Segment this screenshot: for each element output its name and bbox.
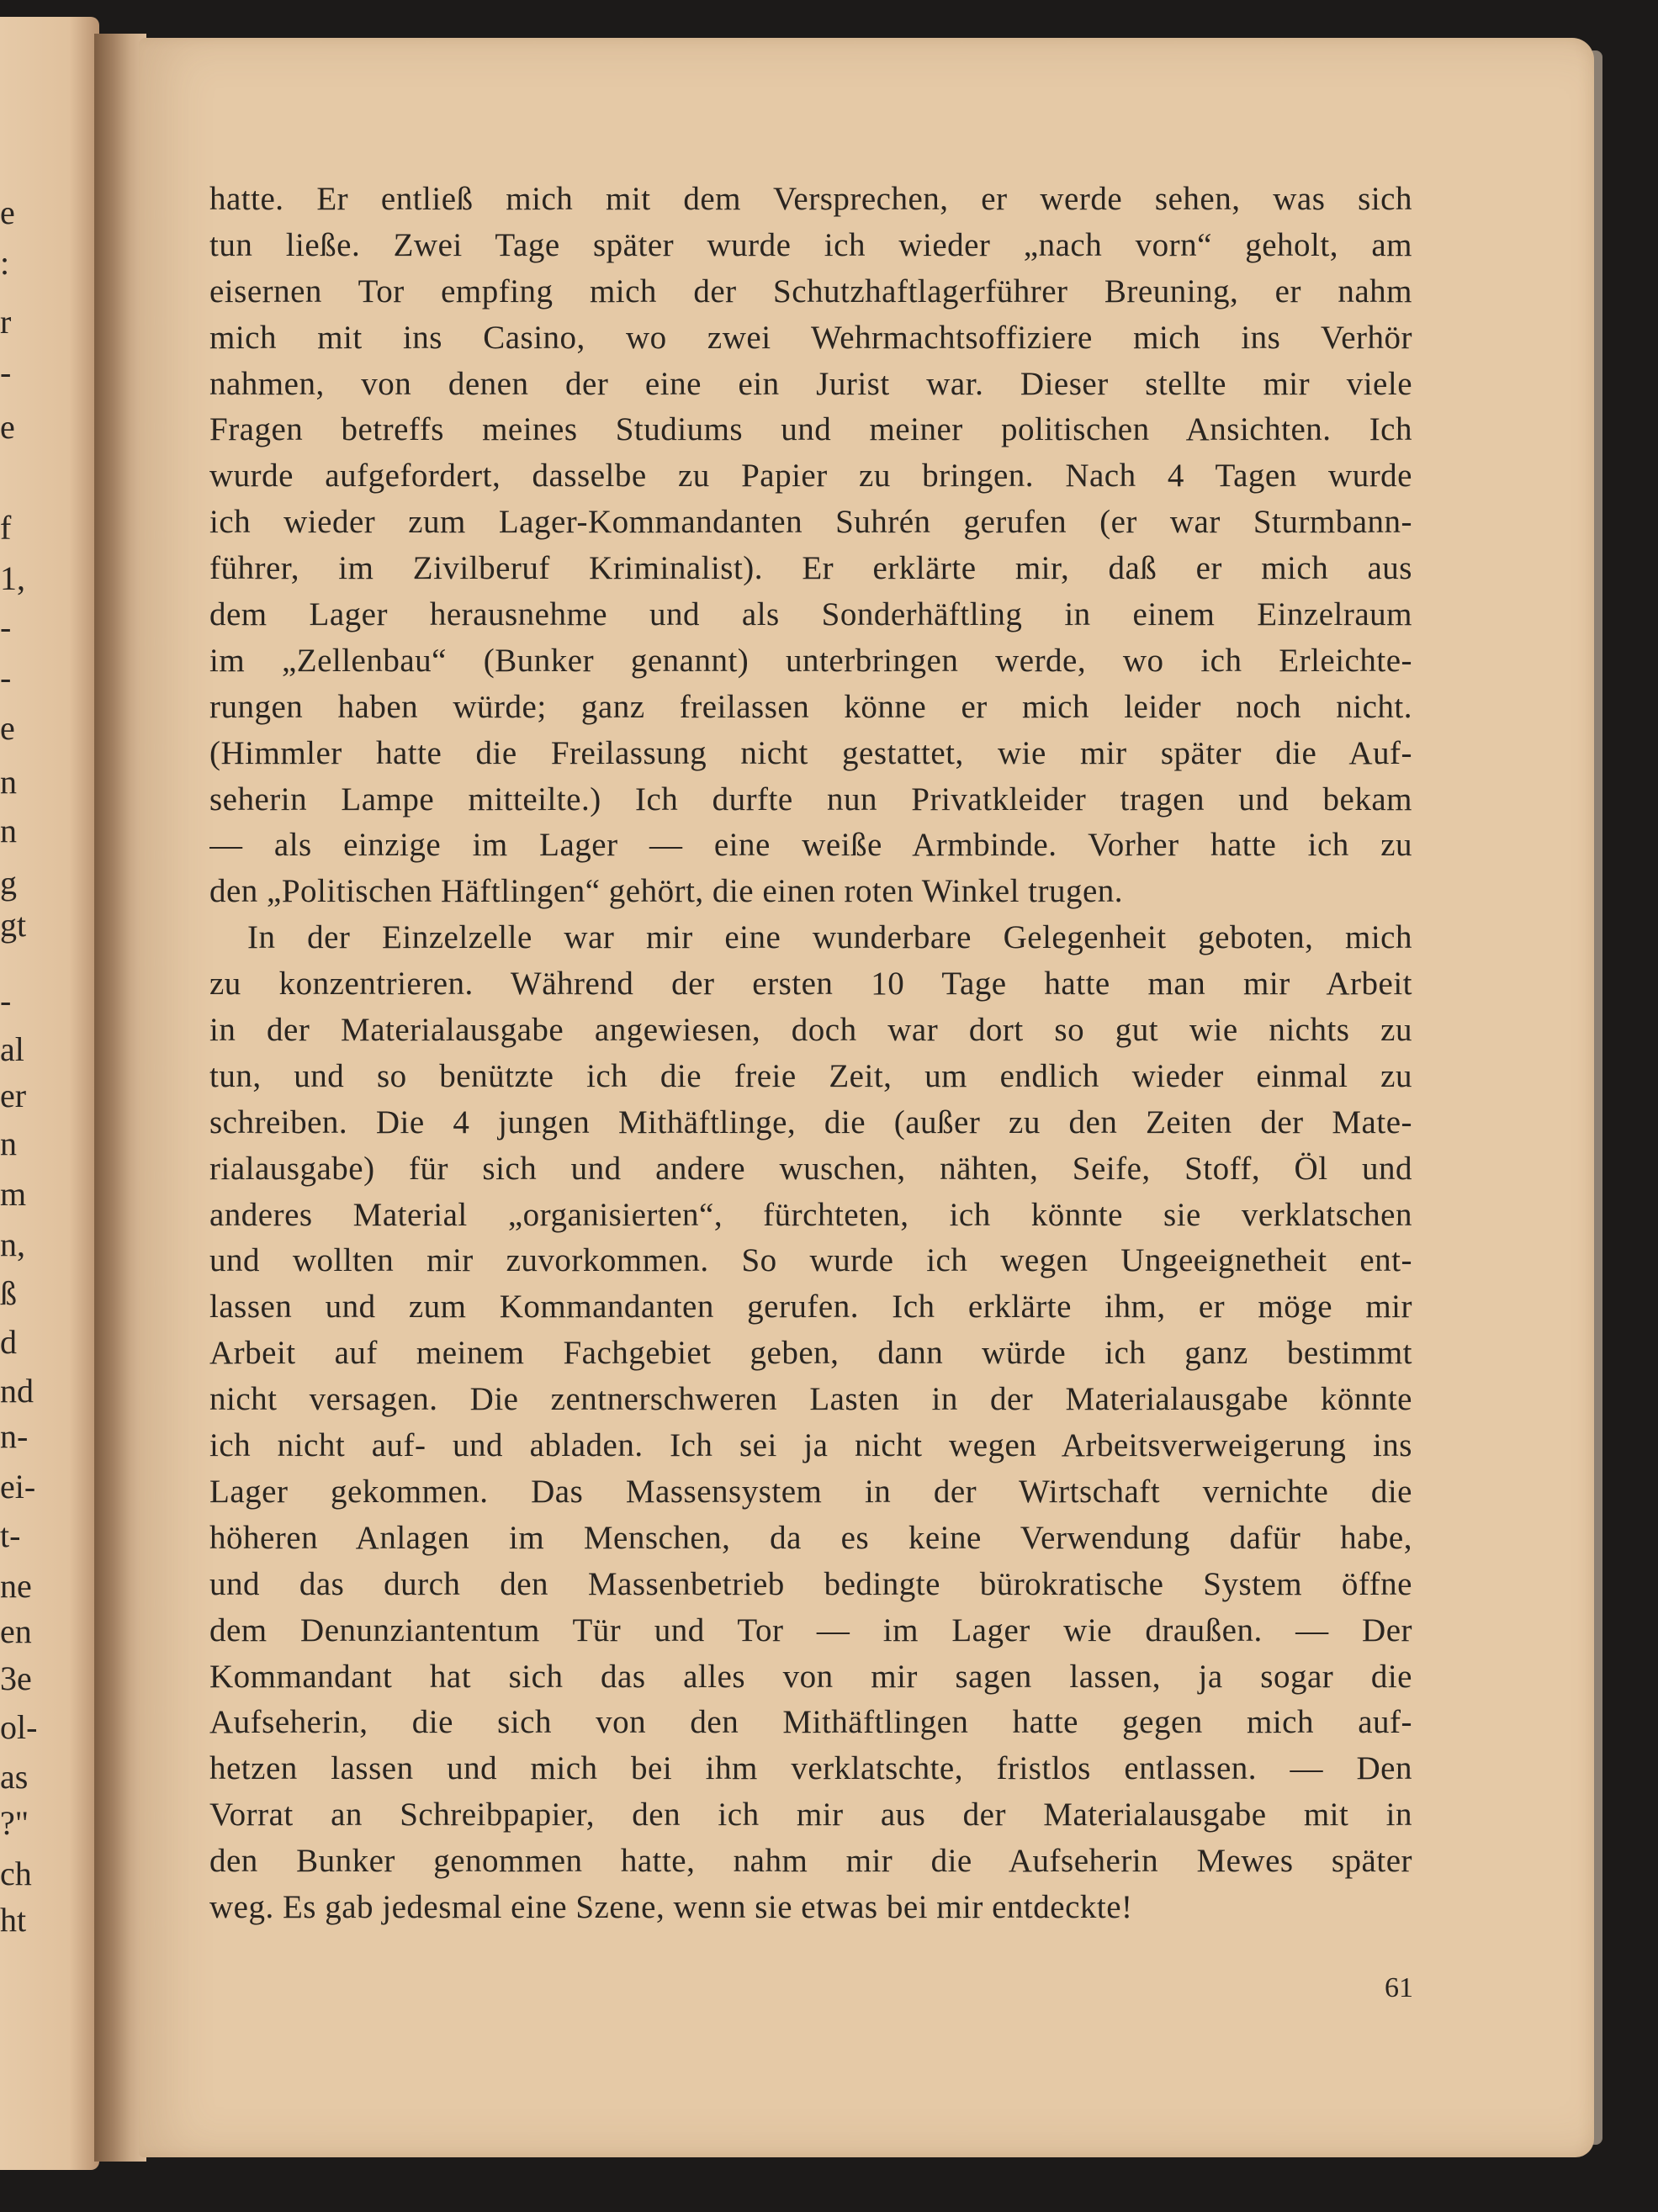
text-line: eisernen Tor empfing mich der Schutzhaftlagerführer Breuning, er nahm	[209, 273, 1412, 310]
text-line: Vorrat an Schreibpapier, den ich mir aus der Materialausgabe mit in	[209, 1797, 1412, 1834]
left-page-text-fragment: -	[0, 608, 12, 646]
text-line: rungen haben würde; ganz freilassen könne er mich leider noch nicht.	[209, 688, 1412, 725]
left-page-text-fragment: 1,	[0, 559, 25, 597]
left-page-text-fragment: as	[0, 1758, 29, 1796]
left-page-text-fragment: nd	[0, 1372, 34, 1410]
text-line: In der Einzelzelle war mir eine wunderbare Gelegenheit geboten, mich	[247, 919, 1412, 956]
text-line: dem Denunziantentum Tür und Tor — im Lager wie draußen. — Der	[209, 1611, 1412, 1648]
left-page-text-fragment: al	[0, 1030, 24, 1068]
left-page-text-fragment: er	[0, 1077, 27, 1114]
text-line: mich mit ins Casino, wo zwei Wehrmachtsoffiziere mich ins Verhör	[209, 319, 1412, 356]
left-page-text-fragment: ß	[0, 1274, 17, 1312]
left-page-text-fragment: e	[0, 709, 15, 747]
text-line: ich wieder zum Lager-Kommandanten Suhrén gerufen (er war Sturmbann-	[209, 504, 1412, 541]
left-page-text-fragment: n-	[0, 1417, 29, 1455]
text-line: anderes Material „organisierten“, fürchteten, ich könnte sie verklatschen	[209, 1196, 1412, 1233]
left-page-text-fragment: en	[0, 1612, 32, 1650]
left-page-text-fragment: gt	[0, 906, 27, 944]
text-line: zu konzentrieren. Während der ersten 10 Tage hatte man mir Arbeit	[209, 966, 1412, 1003]
left-page-text-fragment: t-	[0, 1516, 21, 1554]
left-page-text-fragment: ht	[0, 1901, 27, 1939]
text-line: dem Lager herausnehme und als Sonderhäftling in einem Einzelraum	[209, 596, 1412, 633]
paragraph-1	[209, 177, 1412, 915]
left-page-text-fragment: -	[0, 982, 12, 1019]
left-page-text-fragment: m	[0, 1175, 27, 1213]
text-line: hetzen lassen und mich bei ihm verklatschte, fristlos entlassen. — Den	[209, 1750, 1412, 1787]
text-line: den „Politischen Häftlingen“ gehört, die einen roten Winkel trugen.	[209, 873, 1124, 910]
left-page-text-fragment: ch	[0, 1855, 32, 1892]
text-line: Lager gekommen. Das Massensystem in der Wirtschaft vernichte die	[209, 1473, 1412, 1510]
text-line: tun, und so benützte ich die freie Zeit, um endlich wieder einmal zu	[209, 1057, 1412, 1094]
left-page-text-fragment: ol-	[0, 1708, 38, 1746]
text-line: (Himmler hatte die Freilassung nicht gestattet, wie mir später die Auf-	[209, 734, 1412, 771]
left-page-text-fragment: d	[0, 1323, 17, 1361]
left-page-text-fragment: -	[0, 353, 12, 391]
text-line: im „Zellenbau“ (Bunker genannt) unterbringen werde, wo ich Erleichte-	[209, 642, 1412, 679]
left-page-text-fragment: n	[0, 1125, 17, 1162]
text-line: den Bunker genommen hatte, nahm mir die Aufseherin Mewes später	[209, 1843, 1412, 1880]
left-page-text-fragment: ei-	[0, 1468, 36, 1506]
text-line: nahmen, von denen der eine ein Jurist war. Dieser stellte mir viele	[209, 365, 1412, 402]
text-line: Aufseherin, die sich von den Mithäftlingen hatte gegen mich auf-	[209, 1704, 1412, 1741]
text-line: nicht versagen. Die zentnerschweren Lasten in der Materialausgabe könnte	[209, 1381, 1412, 1418]
page-body-text	[209, 177, 1412, 1931]
text-line: tun ließe. Zwei Tage später wurde ich wieder „nach vorn“ geholt, am	[209, 226, 1412, 263]
left-page-text-fragment: :	[0, 244, 10, 282]
text-line: seherin Lampe mitteilte.) Ich durfte nun Privatkleider tragen und bekam	[209, 781, 1412, 818]
left-page-text-fragment: e	[0, 193, 15, 231]
left-page-text-fragment: n	[0, 812, 17, 849]
text-line: führer, im Zivilberuf Kriminalist). Er erklärte mir, daß er mich aus	[209, 550, 1412, 587]
left-page-text-fragment: 3e	[0, 1659, 32, 1697]
left-page-text-fragment: r	[0, 303, 12, 341]
text-line: wurde aufgefordert, dasselbe zu Papier zu bringen. Nach 4 Tagen wurde	[209, 458, 1412, 495]
text-line: hatte. Er entließ mich mit dem Versprechen, er werde sehen, was sich	[209, 181, 1412, 217]
text-line: Kommandant hat sich das alles von mir sagen lassen, ja sogar die	[209, 1658, 1412, 1695]
left-page-text-fragment: n	[0, 763, 17, 801]
left-page-text-fragment: e	[0, 408, 15, 446]
left-page-text-fragment: -	[0, 659, 12, 696]
text-line: in der Materialausgabe angewiesen, doch war dort so gut wie nichts zu	[209, 1012, 1412, 1049]
text-line: Arbeit auf meinem Fachgebiet geben, dann würde ich ganz bestimmt	[209, 1335, 1412, 1372]
text-line: rialausgabe) für sich und andere wuschen, nähten, Seife, Stoff, Öl und	[209, 1150, 1412, 1187]
page-number: 61	[1385, 1972, 1413, 2003]
text-line: — als einzige im Lager — eine weiße Armbinde. Vorher hatte ich zu	[209, 827, 1412, 864]
text-line: und das durch den Massenbetrieb bedingte bürokratische System öffne	[209, 1565, 1412, 1602]
text-line: ich nicht auf- und abladen. Ich sei ja nicht wegen Arbeitsverweigerung ins	[209, 1427, 1412, 1464]
left-page-edge	[0, 17, 99, 2170]
left-page-text-fragment: ne	[0, 1567, 32, 1605]
text-line: höheren Anlagen im Menschen, da es keine Verwendung dafür habe,	[209, 1519, 1412, 1556]
left-page-text-fragment: n,	[0, 1225, 25, 1263]
text-line: weg. Es gab jedesmal eine Szene, wenn sie etwas bei mir entdeckte!	[209, 1888, 1133, 1925]
text-line: und wollten mir zuvorkommen. So wurde ich wegen Ungeeignetheit ent-	[209, 1242, 1412, 1279]
text-line: lassen und zum Kommandanten gerufen. Ich erklärte ihm, er möge mir	[209, 1289, 1412, 1326]
left-page-text-fragment: g	[0, 864, 17, 902]
text-line: Fragen betreffs meines Studiums und meiner politischen Ansichten. Ich	[209, 411, 1412, 448]
left-page-text-fragment: ?"	[0, 1804, 29, 1842]
text-line: schreiben. Die 4 jungen Mithäftlinge, die (außer zu den Zeiten der Mate-	[209, 1103, 1412, 1140]
paragraph-2	[209, 915, 1412, 1931]
left-page-text-fragment: f	[0, 509, 12, 547]
